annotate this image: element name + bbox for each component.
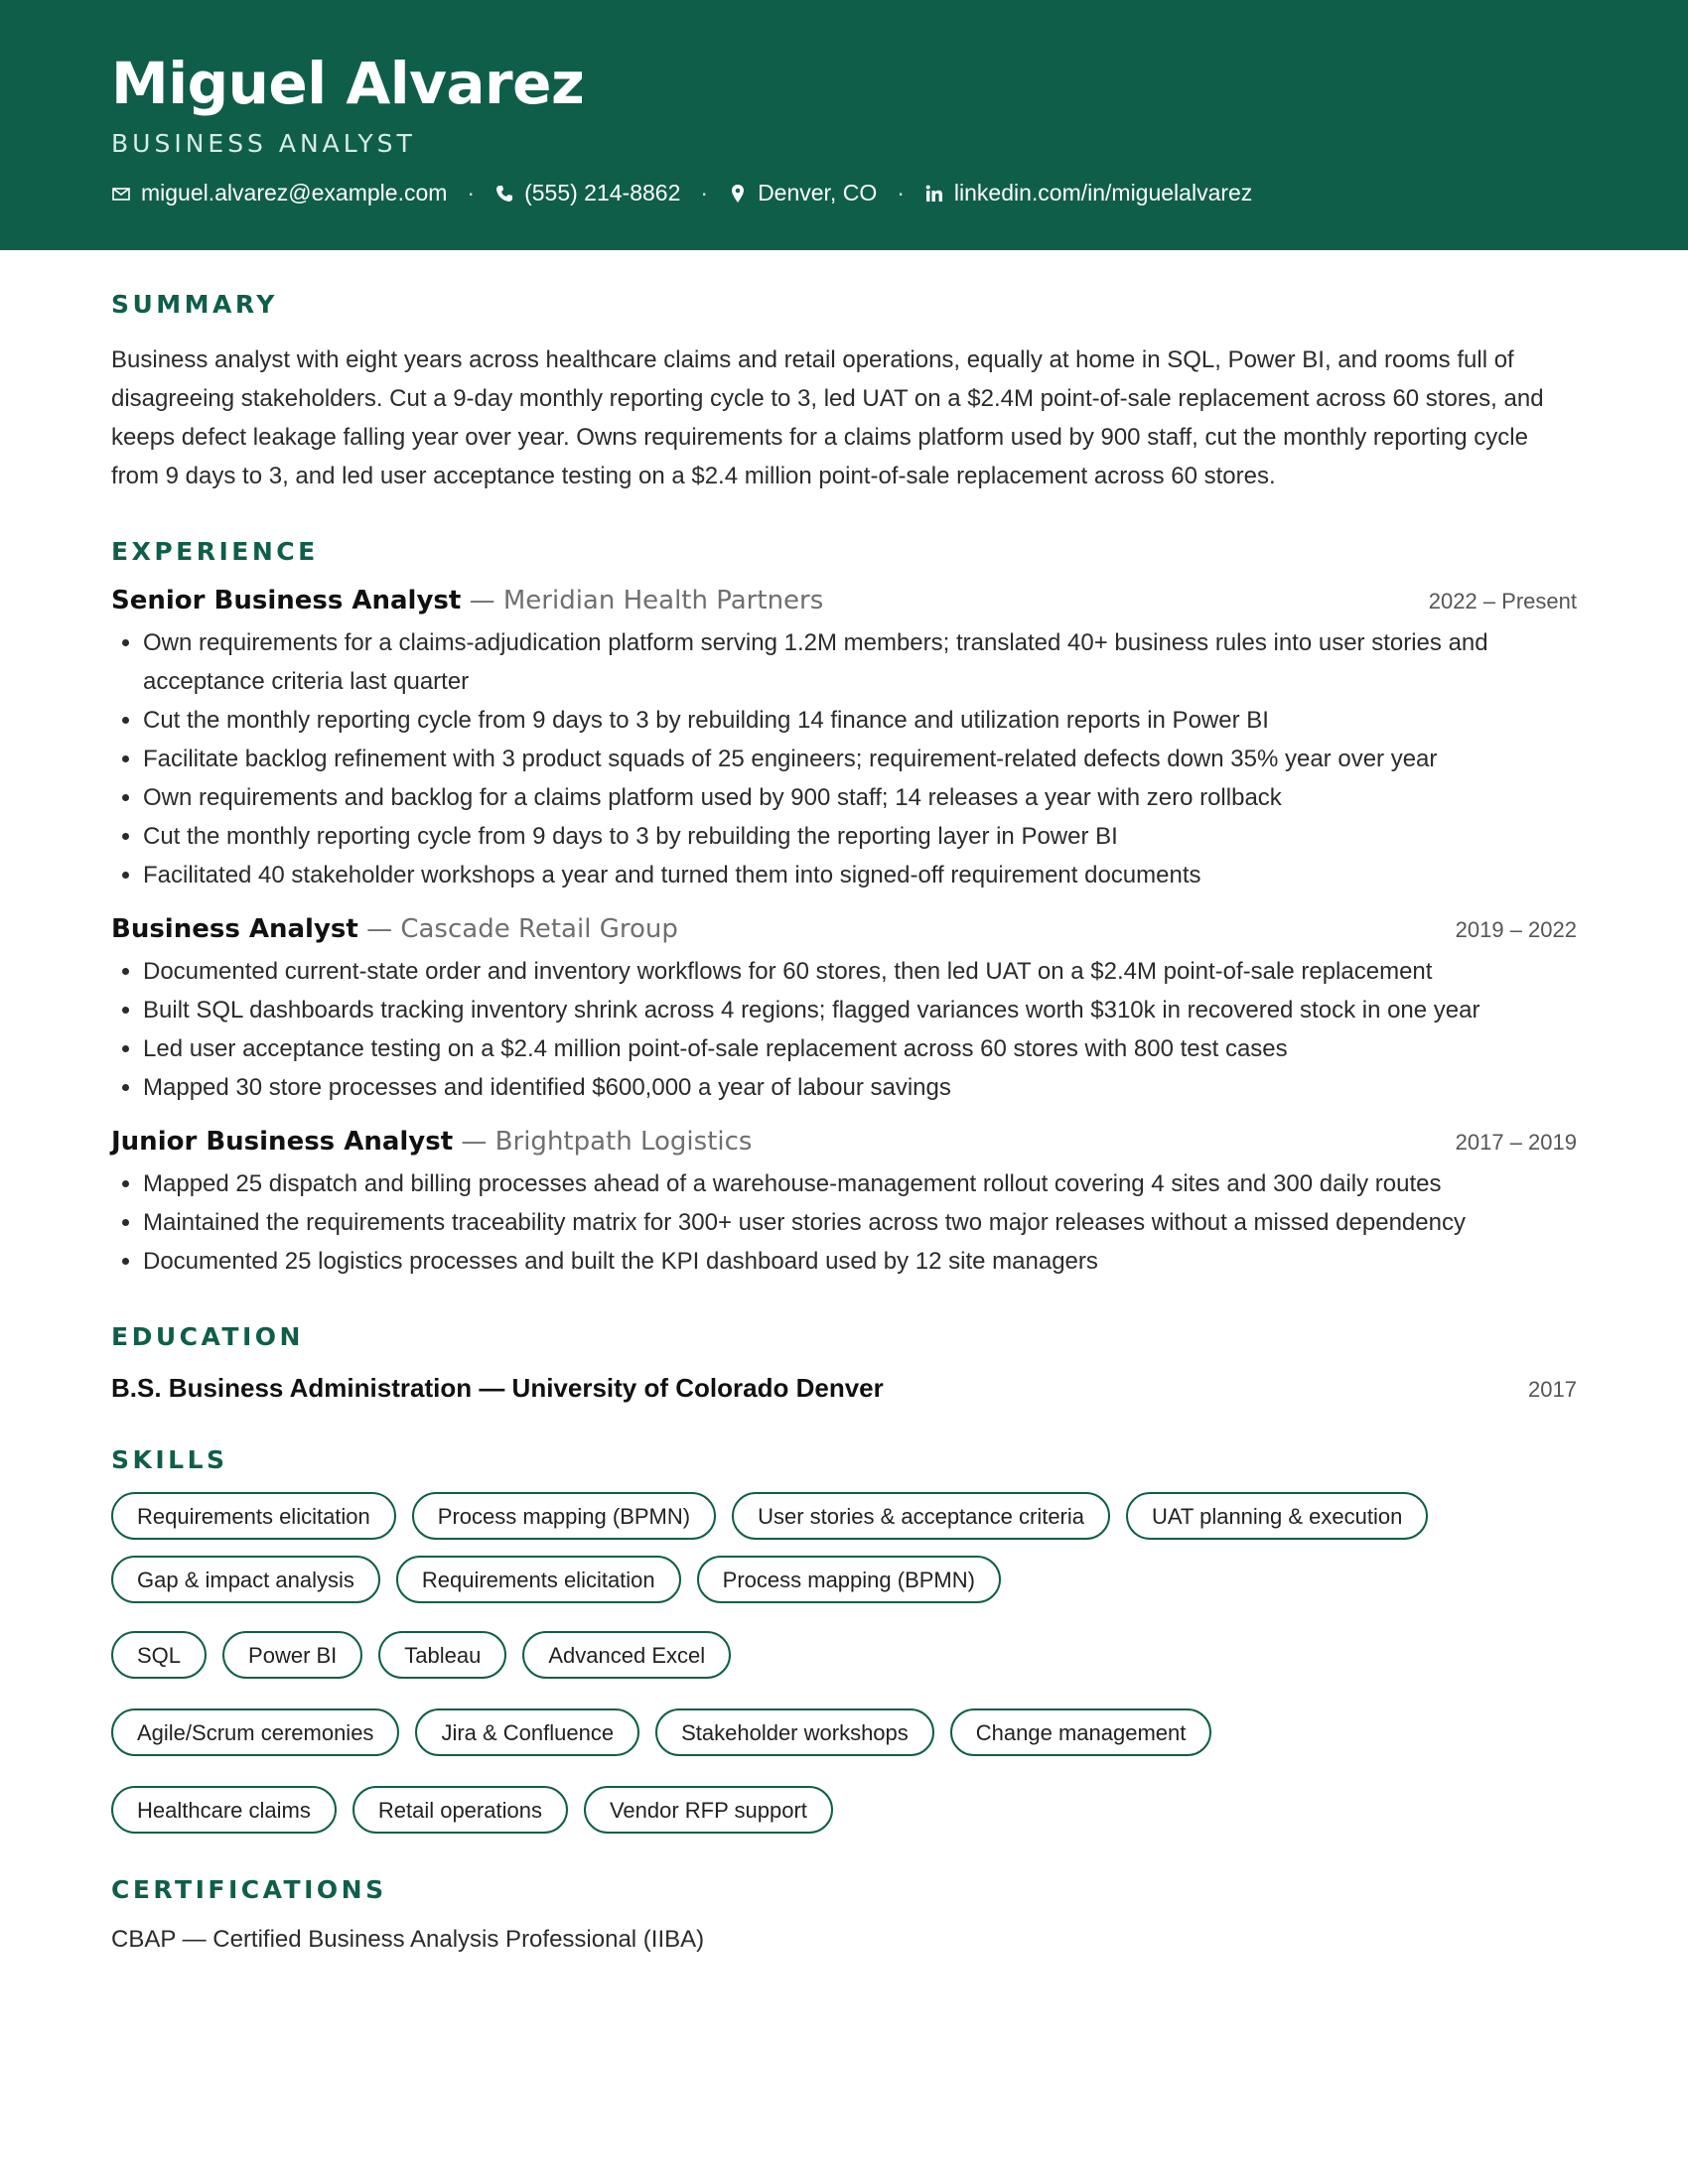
education-degree: B.S. Business Administration — University of Colorado Denver	[111, 1373, 884, 1403]
job-title-line	[111, 912, 678, 944]
job-header	[111, 912, 1577, 944]
phone-text: (555) 214-8862	[524, 180, 681, 205]
job-bullet: • Own requirements for a claims-adjudication platform serving 1.2M members; translated 40+ business rules into user stories and acceptance criteria last quarter	[143, 623, 1577, 701]
candidate-name: Miguel Alvarez	[111, 50, 585, 117]
candidate-title: BUSINESS ANALYST	[111, 129, 416, 158]
job-bullet: • Maintained the requirements traceability matrix for 300+ user stories across two major releases without a missed dependency	[143, 1203, 1577, 1242]
skill-chip: UAT planning & execution	[1126, 1492, 1428, 1540]
education-heading: EDUCATION	[111, 1322, 304, 1351]
certification-item: CBAP — Certified Business Analysis Professional (IIBA)	[111, 1926, 705, 1953]
skill-chip: Requirements elicitation	[111, 1492, 396, 1540]
email-text: miguel.alvarez@example.com	[141, 180, 448, 205]
job-bullet: • Facilitated 40 stakeholder workshops a year and turned them into signed-off requirement documents	[143, 856, 1577, 894]
job-bullet: • Cut the monthly reporting cycle from 9 days to 3 by rebuilding the reporting layer in Power BI	[143, 817, 1577, 856]
job-role: Business Analyst	[111, 914, 358, 944]
phone-icon	[494, 184, 514, 204]
job-entry	[111, 912, 1577, 1107]
skill-chip: SQL	[111, 1631, 207, 1679]
skill-chip: Tableau	[378, 1631, 506, 1679]
job-company: — Cascade Retail Group	[357, 914, 678, 944]
contact-email[interactable]	[111, 180, 447, 206]
resume-body	[0, 290, 1688, 1954]
contact-linkedin[interactable]	[924, 180, 1252, 206]
job-bullet: • Facilitate backlog refinement with 3 product squads of 25 engineers; requirement-related defects down 35% year over year	[143, 740, 1577, 778]
skills-group	[111, 1786, 1577, 1834]
job-title-line	[111, 584, 823, 615]
skill-chip: Requirements elicitation	[396, 1556, 681, 1603]
job-bullets	[111, 952, 1577, 1107]
job-bullet: • Led user acceptance testing on a $2.4 million point-of-sale replacement across 60 stores with 800 test cases	[143, 1029, 1577, 1068]
skill-chip: Jira & Confluence	[415, 1708, 639, 1756]
job-bullet: • Cut the monthly reporting cycle from 9 days to 3 by rebuilding 14 finance and utilization reports in Power BI	[143, 701, 1577, 740]
education-entry	[111, 1373, 1577, 1404]
skill-chip: Retail operations	[352, 1786, 568, 1834]
experience-heading: EXPERIENCE	[111, 537, 319, 566]
skill-chip: Healthcare claims	[111, 1786, 337, 1834]
job-dates: 2019 – 2022	[1455, 917, 1577, 942]
job-bullet: • Own requirements and backlog for a claims platform used by 900 staff; 14 releases a year with zero rollback	[143, 778, 1577, 817]
job-title-line	[111, 1125, 752, 1157]
job-bullets	[111, 1164, 1577, 1281]
job-bullet: • Documented 25 logistics processes and built the KPI dashboard used by 12 site managers	[143, 1242, 1577, 1281]
job-bullets	[111, 623, 1577, 894]
contact-bar	[111, 180, 1577, 206]
skills-group	[111, 1631, 1577, 1679]
contact-location	[728, 180, 877, 206]
skill-chip: Process mapping (BPMN)	[412, 1492, 716, 1540]
job-entry	[111, 584, 1577, 894]
job-header	[111, 584, 1577, 615]
contact-separator: ·	[897, 180, 905, 205]
job-header	[111, 1125, 1577, 1157]
contact-phone[interactable]	[494, 180, 680, 206]
skill-chip: Gap & impact analysis	[111, 1556, 380, 1603]
job-entry	[111, 1125, 1577, 1281]
certifications-heading: CERTIFICATIONS	[111, 1875, 387, 1904]
job-dates: 2017 – 2019	[1455, 1130, 1577, 1155]
skill-chip: Agile/Scrum ceremonies	[111, 1708, 399, 1756]
job-bullet: • Mapped 30 store processes and identified $600,000 a year of labour savings	[143, 1068, 1577, 1107]
job-bullet: • Documented current-state order and inventory workflows for 60 stores, then led UAT on a $2.4M point-of-sale replacement	[143, 952, 1577, 991]
skill-chip: User stories & acceptance criteria	[732, 1492, 1110, 1540]
skill-chip: Change management	[950, 1708, 1212, 1756]
skill-chip: Vendor RFP support	[584, 1786, 833, 1834]
summary-heading: SUMMARY	[111, 290, 278, 319]
job-bullet: • Built SQL dashboards tracking inventory shrink across 4 regions; flagged variances worth $310k in recovered stock in one year	[143, 991, 1577, 1029]
job-role: Junior Business Analyst	[111, 1127, 454, 1157]
job-role: Senior Business Analyst	[111, 586, 462, 615]
resume-header	[0, 0, 1688, 250]
summary-text: Business analyst with eight years across healthcare claims and retail operations, equally at home in SQL, Power BI, and rooms full of disagreeing stakeholders. Cut a 9-day monthly reporting cycle to 3, led UAT on a $2.4M point-of-sale replacement across 60 stores, and keeps defect leakage falling year over year. Owns requirements for a claims platform used by 900 staff, cut the monthly reporting cycle from 9 days to 3, and led user acceptance testing on a $2.4 million point-of-sale replacement across 60 stores.	[111, 346, 1544, 489]
job-company: — Meridian Health Partners	[461, 586, 824, 615]
envelope-icon	[111, 184, 131, 204]
skill-chip: Advanced Excel	[522, 1631, 731, 1679]
map-pin-icon	[728, 184, 748, 204]
skills-group	[111, 1708, 1577, 1756]
location-text: Denver, CO	[758, 180, 878, 205]
linkedin-icon	[924, 184, 944, 204]
skills-heading: SKILLS	[111, 1445, 228, 1474]
skill-chip: Process mapping (BPMN)	[697, 1556, 1001, 1603]
skill-chip: Stakeholder workshops	[655, 1708, 934, 1756]
skills-group	[111, 1492, 1577, 1603]
contact-separator: ·	[467, 180, 476, 205]
job-dates: 2022 – Present	[1428, 589, 1577, 614]
job-company: — Brightpath Logistics	[453, 1127, 753, 1157]
skill-chip: Power BI	[222, 1631, 362, 1679]
education-year: 2017	[1528, 1377, 1577, 1402]
contact-separator: ·	[700, 180, 709, 205]
job-bullet: • Mapped 25 dispatch and billing processes ahead of a warehouse-management rollout covering 4 sites and 300 daily routes	[143, 1164, 1577, 1203]
linkedin-text: linkedin.com/in/miguelalvarez	[953, 180, 1253, 205]
